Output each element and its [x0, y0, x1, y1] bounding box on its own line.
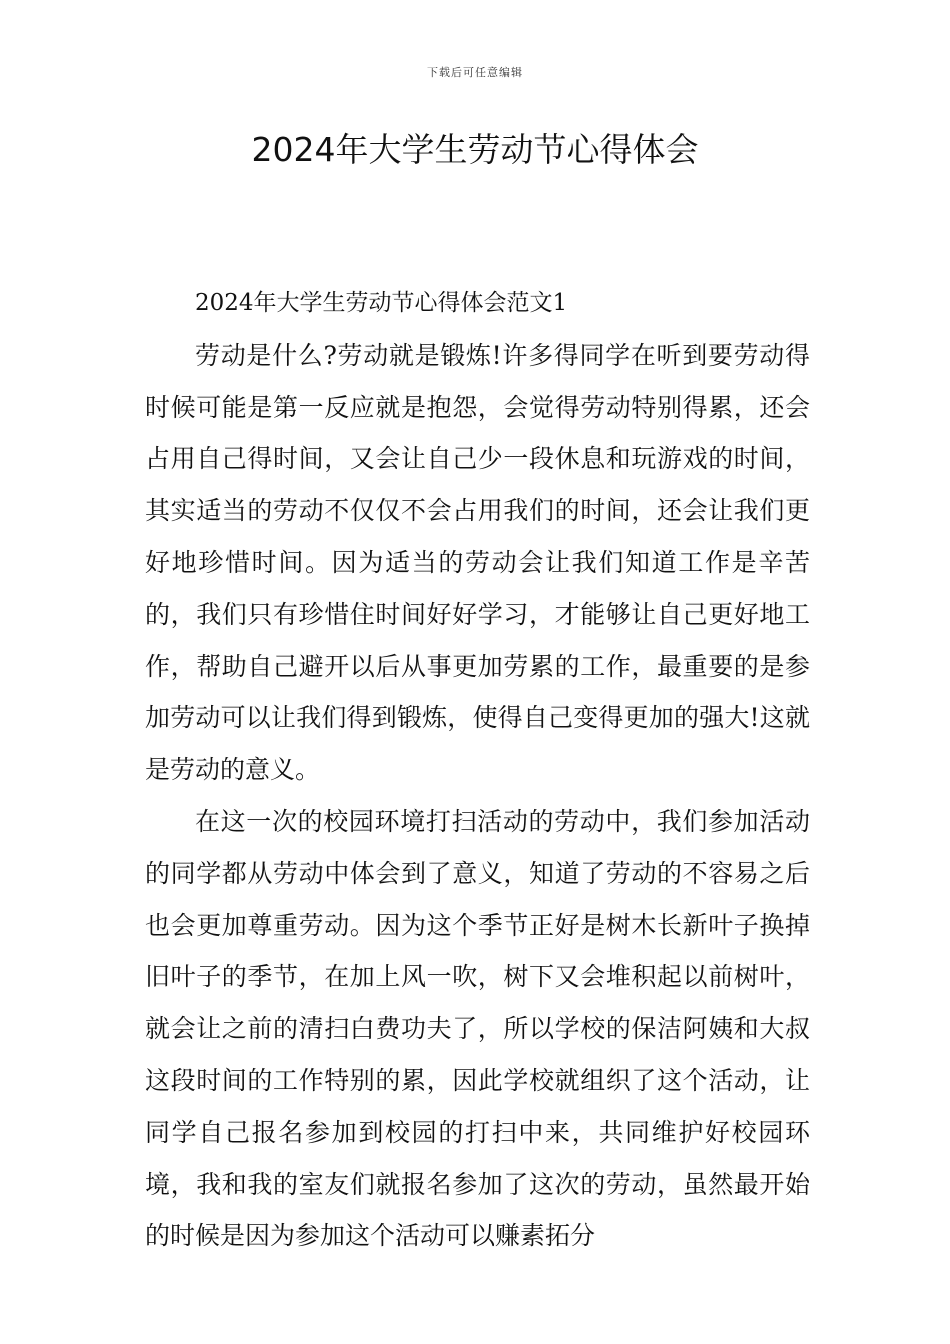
paragraph-2: 在这一次的校园环境打扫活动的劳动中，我们参加活动的同学都从劳动中体会到了意义，知道了劳动的不容易之后也会更加尊重劳动。因为这个季节正好是树木长新叶子换掉旧叶子的季节，在加上风一吹，树下又会堆积起以前树叶，就会让之前的清扫白费功夫了，所以学校的保洁阿姨和大叔这段时间的工作特别的累，因此学校就组织了这个活动，让同学自己报名参加到校园的打扫中来，共同维护好校园环境，我和我的室友们就报名参加了这次的劳动，虽然最开始的时候是因为参加这个活动可以赚素拓分 [145, 806, 810, 1251]
header-note: 下载后可任意编辑 [427, 66, 523, 79]
document-body [145, 278, 810, 1262]
section-subheading: 2024年大学生劳动节心得体会范文1 [195, 290, 568, 316]
document-title: 2024年大学生劳动节心得体会 [251, 130, 699, 169]
paragraph-1: 劳动是什么?劳动就是锻炼!许多得同学在听到要劳动得时候可能是第一反应就是抱怨，会觉得劳动特别得累，还会占用自己得时间，又会让自己少一段休息和玩游戏的时间，其实适当的劳动不仅仅不会占用我们的时间，还会让我们更好地珍惜时间。因为适当的劳动会让我们知道工作是辛苦的，我们只有珍惜住时间好好学习，才能够让自己更好地工作，帮助自己避开以后从事更加劳累的工作，最重要的是参加劳动可以让我们得到锻炼，使得自己变得更加的强大!这就是劳动的意义。 [145, 340, 810, 785]
